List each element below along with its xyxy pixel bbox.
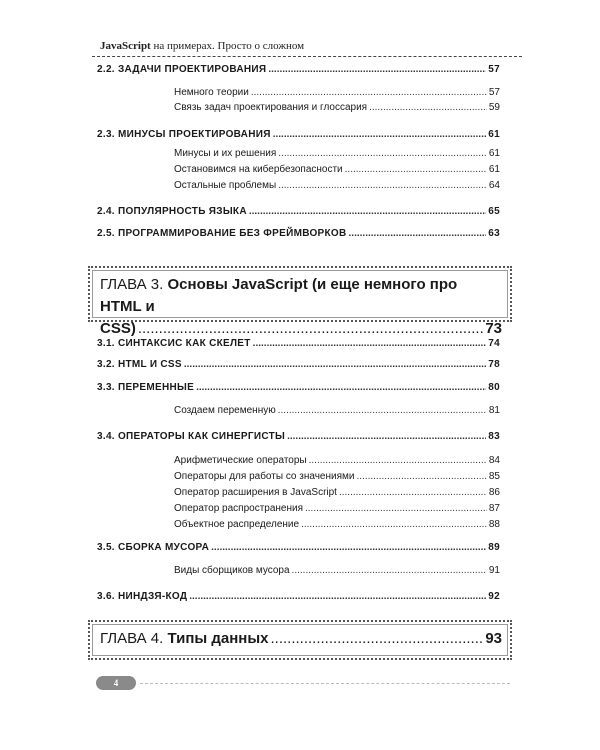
toc-subentry[interactable]: Арифметические операторы ..... 84 [174,455,500,466]
chapter-4-heading[interactable] [88,620,512,660]
footer-divider [140,683,510,684]
toc-subentry[interactable]: Минусы и их решения ..... 61 [174,148,500,159]
toc-subentry[interactable]: Связь задач проектирования и глоссария ..... 59 [174,102,500,113]
toc-entry-3-5[interactable]: 3.5. СБОРКА МУСОРА ..... 89 [97,542,500,553]
header-brand: JavaScript [100,40,151,52]
header-subtitle: на примерах. Просто о сложном [153,40,305,52]
toc-entry-2-2[interactable]: 2.2. ЗАДАЧИ ПРОЕКТИРОВАНИЯ ..... 57 [97,64,500,75]
chapter-3-heading[interactable] [88,266,512,337]
chapter-4-title-line: ГЛАВА 4. Типы данных ..... 93 [100,628,502,650]
toc-subentry[interactable]: Оператор распространения ..... 87 [174,503,500,514]
toc-subentry[interactable]: Остальные проблемы ..... 64 [174,180,500,191]
toc-subentry[interactable]: Немного теории ..... 57 [174,87,500,98]
toc-subentry[interactable]: Остановимся на кибербезопасности ..... 61 [174,164,500,175]
toc-entry-3-2[interactable]: 3.2. HTML И CSS ..... 78 [97,359,500,370]
toc-entry-2-4[interactable]: 2.4. ПОПУЛЯРНОСТЬ ЯЗЫКА ..... 65 [97,206,500,217]
page-number-badge: 4 [96,676,136,690]
toc-subentry[interactable]: Объектное распределение ..... 88 [174,519,500,530]
toc-entry-3-6[interactable]: 3.6. НИНДЗЯ-КОД ..... 92 [97,591,500,602]
toc-entry-3-3[interactable]: 3.3. ПЕРЕМЕННЫЕ ..... 80 [97,382,500,393]
toc-subentry[interactable]: Создаем переменную ..... 81 [174,405,500,416]
toc-subentry[interactable]: Виды сборщиков мусора ..... 91 [174,565,500,576]
header-divider [92,56,522,57]
chapter-3-title-line1: ГЛАВА 3. Основы JavaScript (и еще немного про HTML и [100,276,458,315]
toc-subentry[interactable]: Операторы для работы со значениями ..... 85 [174,471,500,482]
toc-subentry[interactable]: Оператор расширения в JavaScript ..... 86 [174,487,500,498]
toc-entry-2-5[interactable]: 2.5. ПРОГРАММИРОВАНИЕ БЕЗ ФРЕЙМВОРКОВ ..... 63 [97,228,500,239]
toc-entry-3-1[interactable]: 3.1. СИНТАКСИС КАК СКЕЛЕТ ..... 74 [97,338,500,349]
chapter-3-title-line2: CSS) ..... 73 [100,318,502,340]
toc-entry-2-3[interactable]: 2.3. МИНУСЫ ПРОЕКТИРОВАНИЯ ..... 61 [97,129,500,140]
running-header [100,40,304,52]
toc-entry-3-4[interactable]: 3.4. ОПЕРАТОРЫ КАК СИНЕРГИСТЫ ..... 83 [97,431,500,442]
